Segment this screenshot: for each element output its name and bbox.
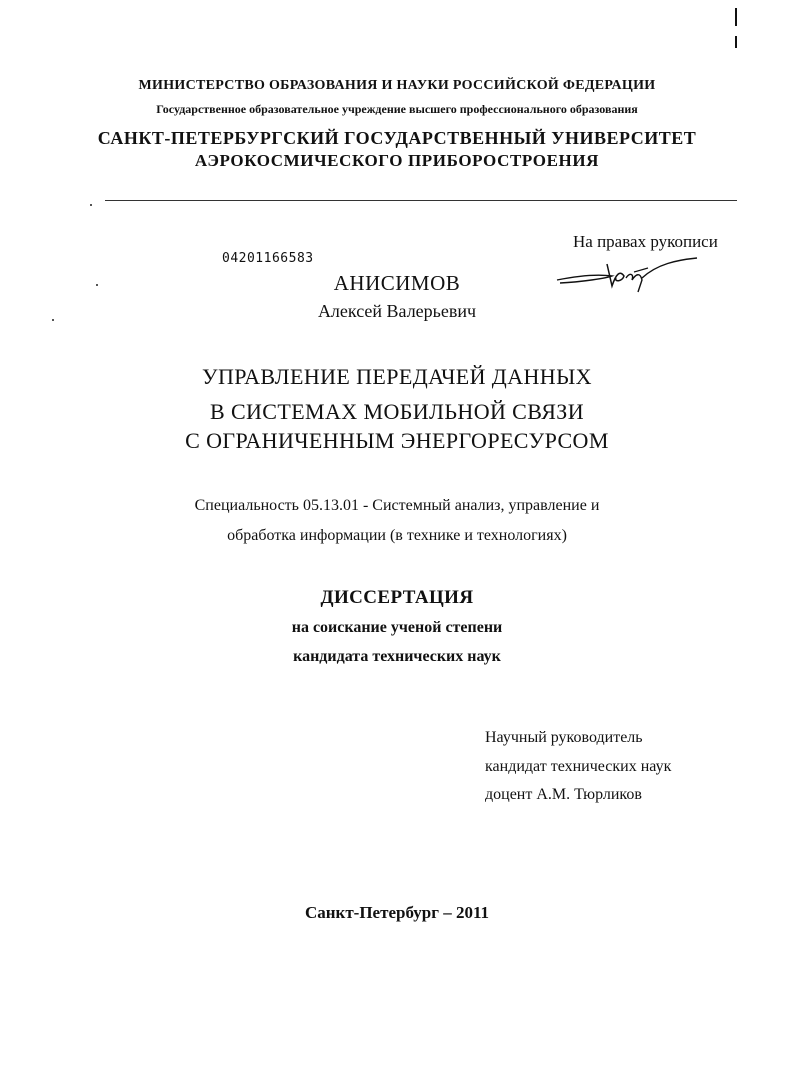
institution-heading: Государственное образовательное учреждение высшего профессионального образования	[156, 102, 638, 116]
catalog-number: 04201166583	[222, 251, 314, 266]
title-line2: В СИСТЕМАХ МОБИЛЬНОЙ СВЯЗИ	[209, 399, 585, 424]
scan-dot	[90, 204, 92, 206]
header-divider	[105, 200, 737, 201]
university-name-line1: САНКТ-ПЕТЕРБУРГСКИЙ ГОСУДАРСТВЕННЫЙ УНИВЕРСИТЕТ	[97, 128, 697, 148]
degree-line2: кандидата технических наук	[293, 648, 501, 665]
author-name: Алексей Валерьевич	[317, 301, 477, 321]
rights-note: На правах рукописи	[573, 232, 718, 251]
city-year: Санкт-Петербург – 2011	[304, 903, 490, 922]
title-line1: УПРАВЛЕНИЕ ПЕРЕДАЧЕЙ ДАННЫХ	[202, 364, 592, 389]
specialty-line2: обработка информации (в технике и технологиях)	[227, 527, 567, 544]
dissertation-label: ДИССЕРТАЦИЯ	[320, 587, 474, 608]
title-line3: С ОГРАНИЧЕННЫМ ЭНЕРГОРЕСУРСОМ	[185, 428, 609, 453]
supervisor-role: Научный руководитель	[485, 729, 643, 746]
specialty-line1: Специальность 05.13.01 - Системный анализ, управление и	[194, 497, 600, 514]
supervisor-degree: кандидат технических наук	[485, 758, 672, 775]
author-surname: АНИСИМОВ	[333, 271, 461, 295]
supervisor-name: доцент А.М. Тюрликов	[485, 786, 642, 803]
degree-line1: на соискание ученой степени	[291, 619, 503, 636]
scan-mark	[735, 36, 737, 48]
scan-mark	[735, 8, 737, 26]
university-name-line2: АЭРОКОСМИЧЕСКОГО ПРИБОРОСТРОЕНИЯ	[194, 151, 600, 170]
ministry-heading: МИНИСТЕРСТВО ОБРАЗОВАНИЯ И НАУКИ РОССИЙСКОЙ ФЕДЕРАЦИИ	[138, 78, 656, 93]
